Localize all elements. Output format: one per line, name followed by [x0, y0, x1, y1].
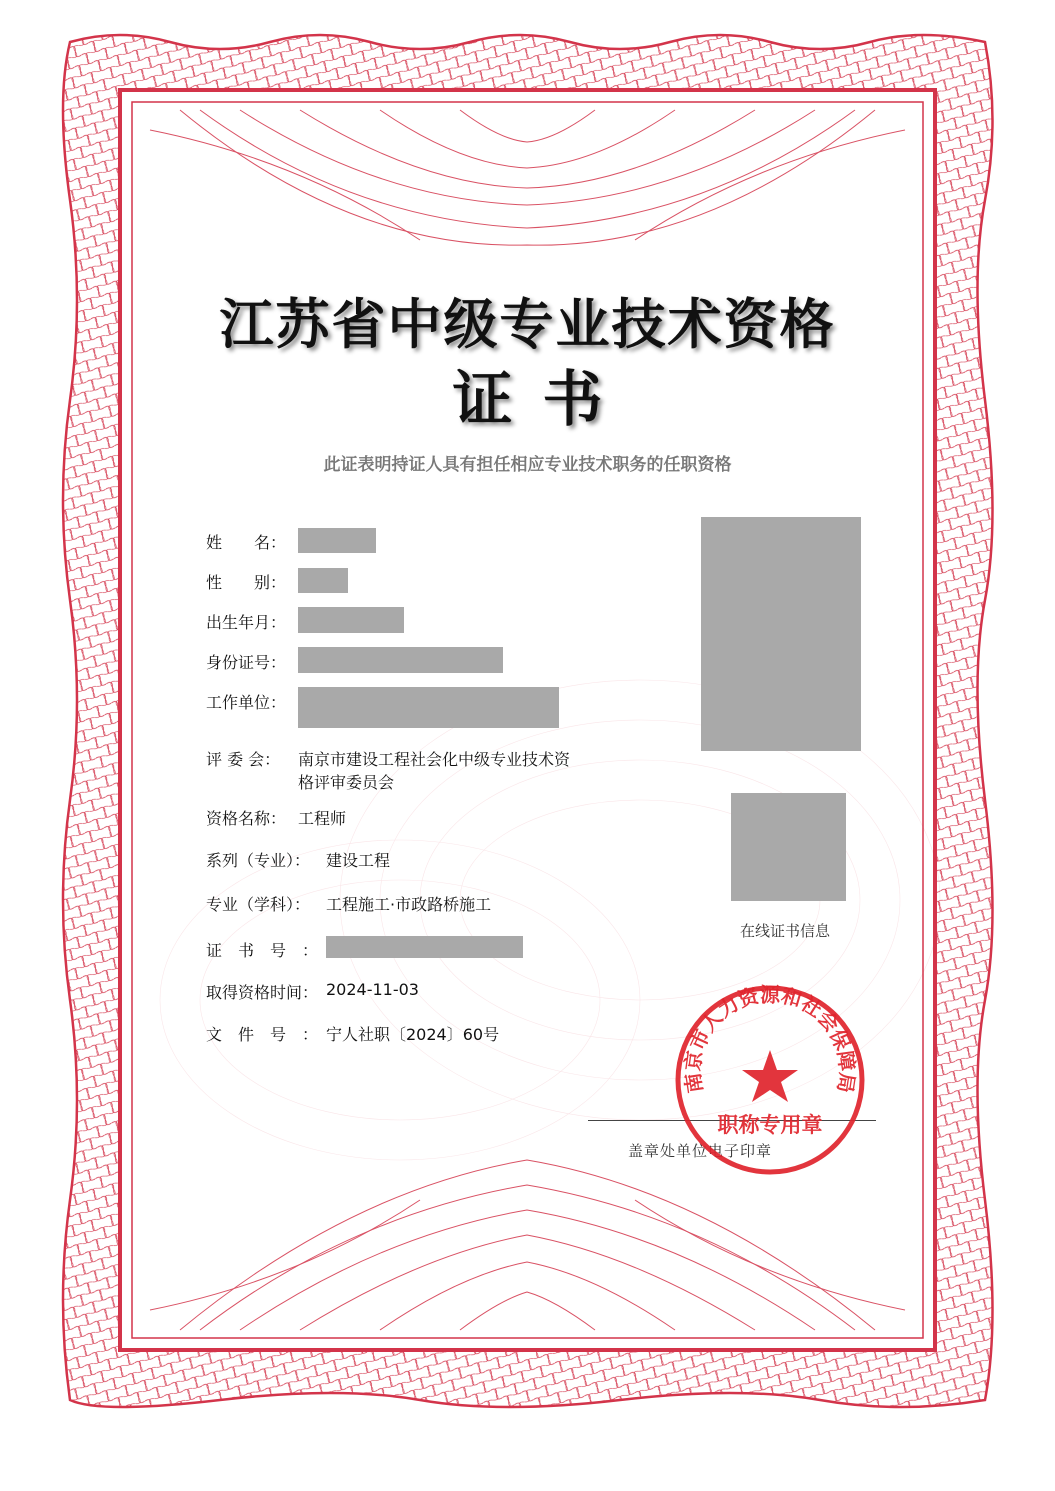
document-number-label: 文 件 号 ：: [206, 1025, 319, 1044]
id-number-redaction: [298, 647, 503, 673]
svg-text:南京市人力资源和社会保障局: 南京市人力资源和社会保障局: [680, 982, 860, 1095]
qr-code-redaction: [731, 793, 846, 901]
committee-value-line2: 格评审委员会: [298, 773, 395, 792]
birth-date-redaction: [298, 607, 404, 633]
official-seal-stamp: [672, 982, 868, 1178]
name-label: 姓 名：: [206, 533, 287, 552]
svg-text:职称专用章: 职称专用章: [717, 1112, 823, 1137]
employer-redaction: [298, 687, 559, 728]
committee-label: 评 委 会：: [206, 750, 281, 769]
series-label: 系列（专业）：: [206, 851, 311, 870]
qualification-value: 工程师: [298, 809, 347, 828]
id-number-label: 身份证号：: [206, 653, 287, 672]
series-value: 建设工程: [326, 851, 391, 870]
birth-date-label: 出生年月：: [206, 613, 287, 632]
photo-redaction: [701, 517, 861, 751]
qr-code-caption: 在线证书信息: [740, 922, 831, 940]
discipline-label: 专业（学科）：: [206, 895, 311, 914]
certificate-subtitle: 此证表明持证人具有担任相应专业技术职务的任职资格: [323, 455, 732, 475]
gender-label: 性 别：: [206, 573, 287, 592]
gender-redaction: [298, 568, 348, 593]
qualification-label: 资格名称：: [206, 809, 287, 828]
qualification-date-value: 2024-11-03: [326, 980, 419, 999]
qualification-date-label: 取得资格时间：: [206, 983, 319, 1002]
certificate-title: 江苏省中级专业技术资格: [219, 292, 836, 356]
certificate-number-redaction: [326, 936, 523, 958]
discipline-value: 工程施工·市政路桥施工: [326, 895, 492, 914]
signature-caption: 盖章处单位电子印章: [628, 1142, 773, 1160]
name-redaction: [298, 528, 376, 553]
document-number-value: 宁人社职〔2024〕60号: [326, 1025, 500, 1044]
certificate-title-line2: 证书: [452, 365, 633, 435]
committee-value-line1: 南京市建设工程社会化中级专业技术资: [298, 750, 571, 769]
certificate-number-label: 证 书 号 ：: [206, 941, 319, 960]
employer-label: 工作单位：: [206, 693, 287, 712]
